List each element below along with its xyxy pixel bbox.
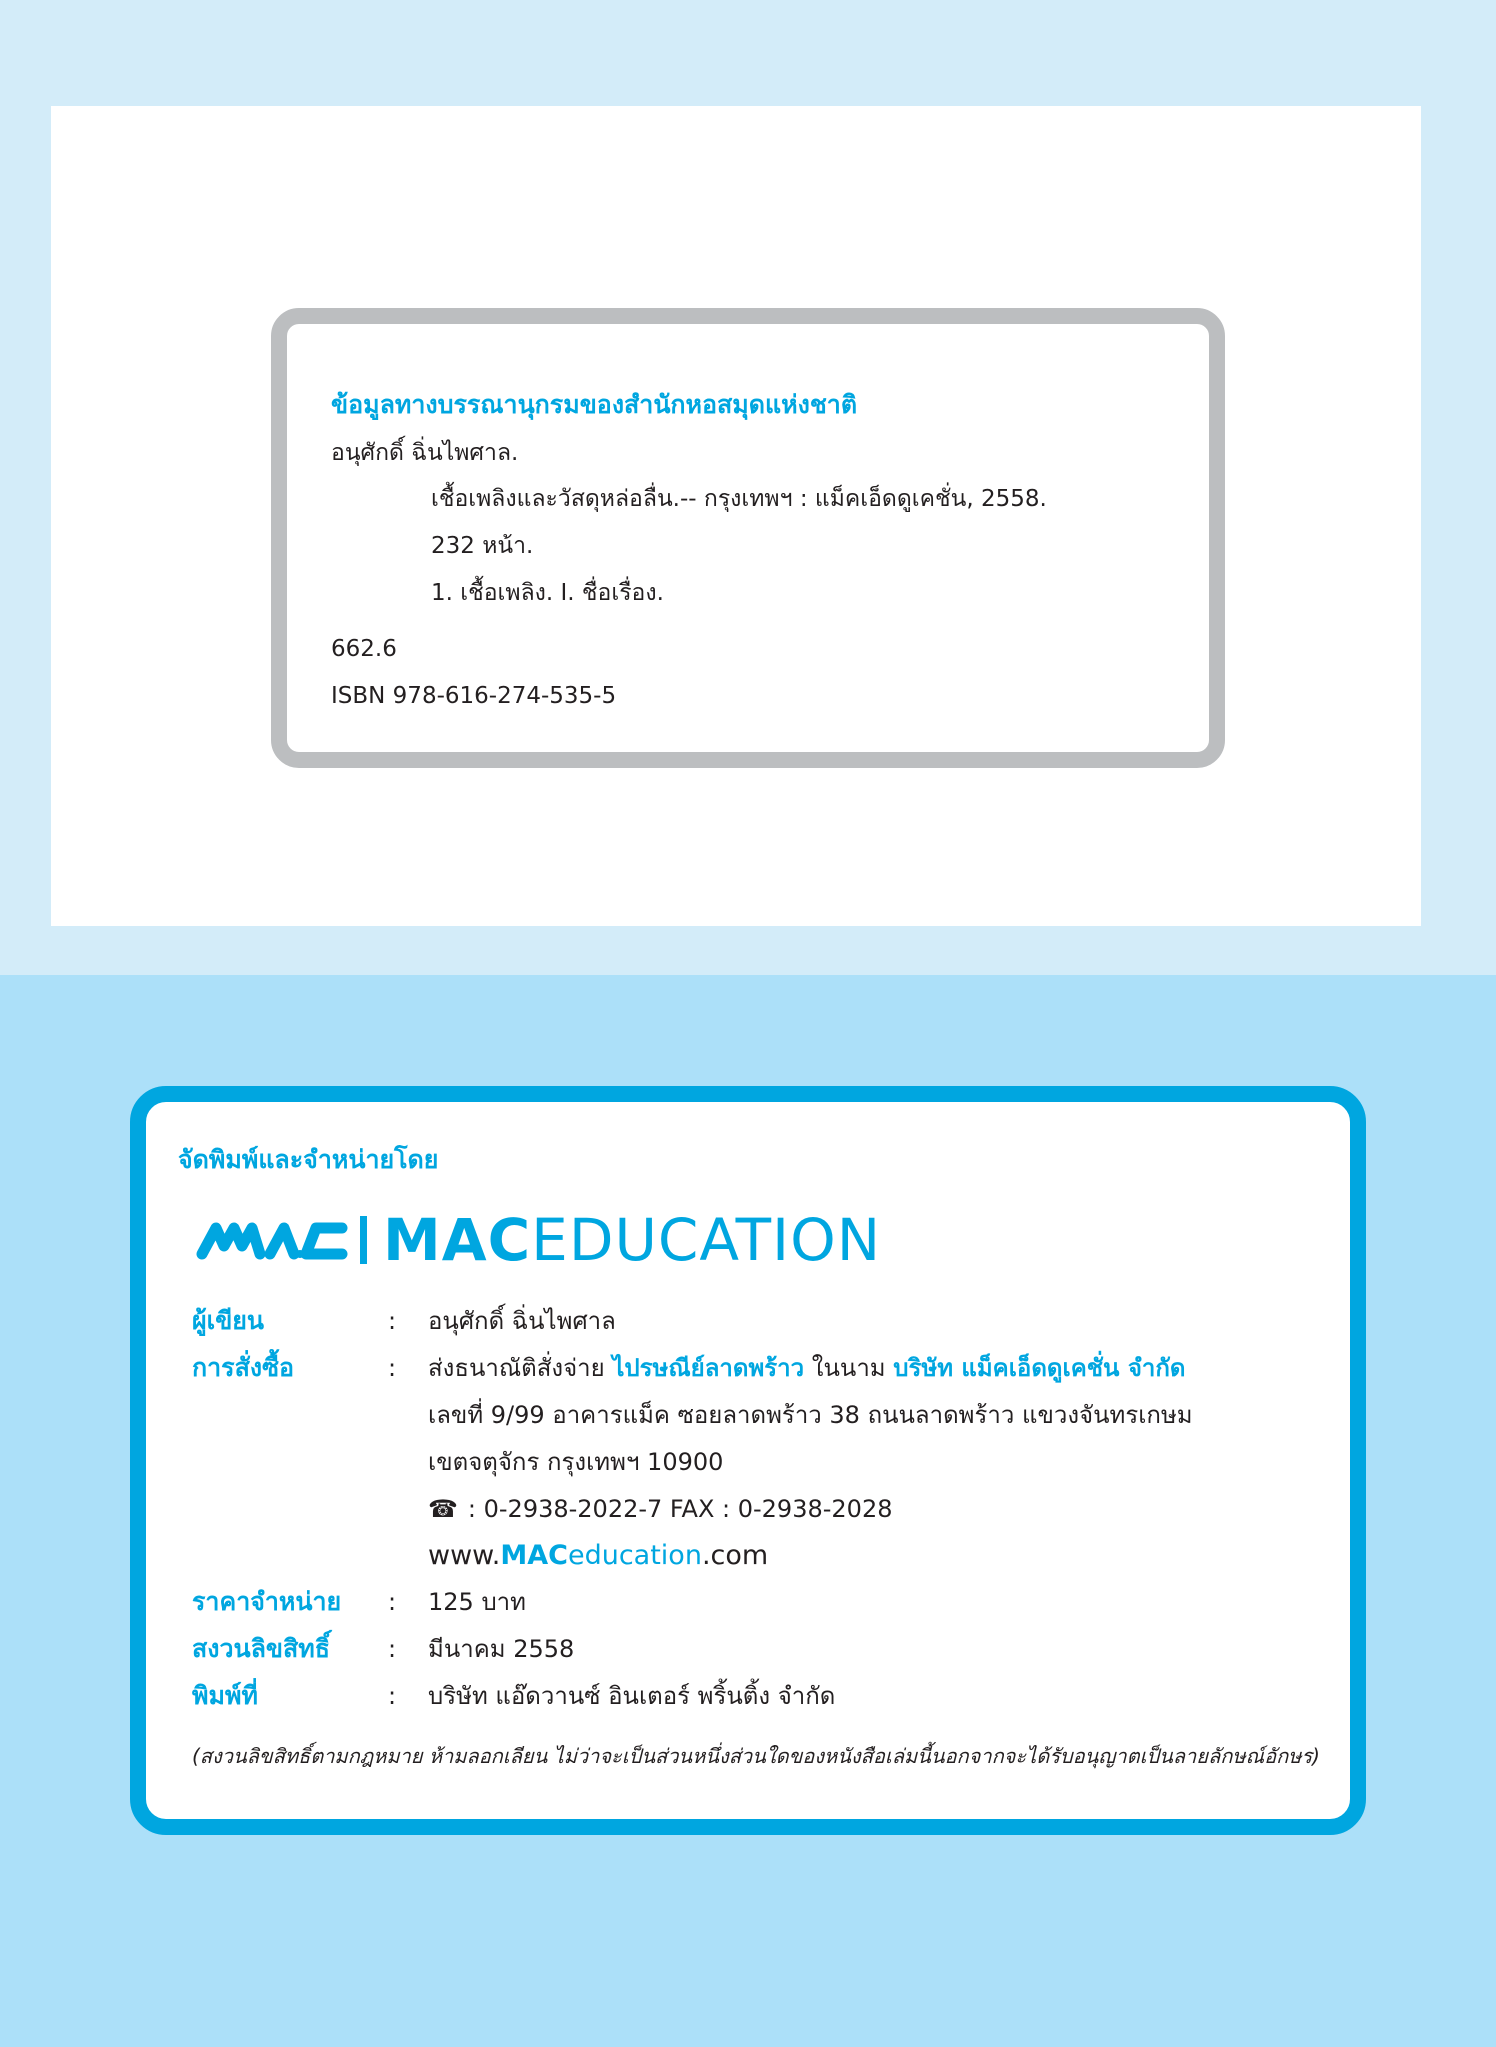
cip-classification: 662.6: [331, 636, 397, 662]
printer-colon: :: [388, 1682, 397, 1710]
cip-imprint: เชื้อเพลิงและวัสดุหล่อลื่น.-- กรุงเทพฯ : แม็คเอ็ดดูเคชั่น, 2558.: [431, 486, 1047, 512]
order-company: บริษัท แม็คเอ็ดดูเคชั่น จำกัด: [893, 1354, 1186, 1382]
copyright-value: มีนาคม 2558: [428, 1635, 575, 1663]
order-label: การสั่งซื้อ: [192, 1353, 295, 1382]
author-label: ผู้เขียน: [192, 1306, 265, 1335]
copyright-note: (สงวนลิขสิทธิ์ตามกฎหมาย ห้ามลอกเลียน ไม่ว่าจะเป็นส่วนหนึ่งส่วนใดของหนังสือเล่มนี้นอกจากจะได้รับอนุญาตเป็นลายลักษณ์อักษร): [192, 1744, 1320, 1768]
order-value: [428, 1352, 1185, 1384]
copyright-label: สงวนลิขสิทธิ์: [192, 1634, 331, 1663]
author-value: อนุศักดิ์ ฉิ่นไพศาล: [428, 1307, 616, 1335]
mac-logo-mark-icon: [194, 1220, 350, 1260]
website-url[interactable]: www.MACeducation.com: [428, 1540, 769, 1571]
cip-isbn: ISBN 978-616-274-535-5: [331, 683, 617, 709]
order-mid: ในนาม: [811, 1354, 886, 1382]
telephone-icon: ☎: [428, 1495, 458, 1523]
order-prefix: ส่งธนาณัติสั่งจ่าย: [428, 1354, 605, 1382]
logo-wordmark: MACEDUCATION: [383, 1206, 882, 1274]
address-line-2: เขตจตุจักร กรุงเทพฯ 10900: [428, 1448, 724, 1476]
cip-author: อนุศักดิ์ ฉิ่นไพศาล.: [331, 440, 519, 466]
phone-numbers: : 0-2938-2022-7 FAX : 0-2938-2028: [467, 1495, 893, 1523]
copyright-colon: :: [388, 1635, 397, 1663]
price-value: 125 บาท: [428, 1588, 526, 1616]
publisher-heading: จัดพิมพ์และจำหน่ายโดย: [178, 1145, 439, 1174]
price-label: ราคาจำหน่าย: [192, 1587, 342, 1616]
order-colon: :: [388, 1354, 397, 1382]
logo-divider: [360, 1216, 367, 1264]
phone-line: [428, 1493, 892, 1525]
address-line-1: เลขที่ 9/99 อาคารแม็ค ซอยลาดพร้าว 38 ถนนลาดพร้าว แขวงจันทรเกษม: [428, 1401, 1193, 1429]
printer-label: พิมพ์ที่: [192, 1681, 258, 1710]
order-post-office: ไปรษณีย์ลาดพร้าว: [612, 1354, 805, 1382]
printer-value: บริษัท แอ๊ดวานซ์ อินเตอร์ พริ้นติ้ง จำกัด: [428, 1682, 836, 1710]
cip-title: ข้อมูลทางบรรณานุกรมของสำนักหอสมุดแห่งชาติ: [331, 390, 858, 419]
publisher-box: [130, 1086, 1366, 1835]
cip-subjects: 1. เชื้อเพลิง. I. ชื่อเรื่อง.: [431, 580, 664, 606]
price-colon: :: [388, 1588, 397, 1616]
mac-education-logo: [194, 1206, 882, 1274]
cip-pages: 232 หน้า.: [431, 533, 534, 559]
author-colon: :: [388, 1307, 397, 1335]
